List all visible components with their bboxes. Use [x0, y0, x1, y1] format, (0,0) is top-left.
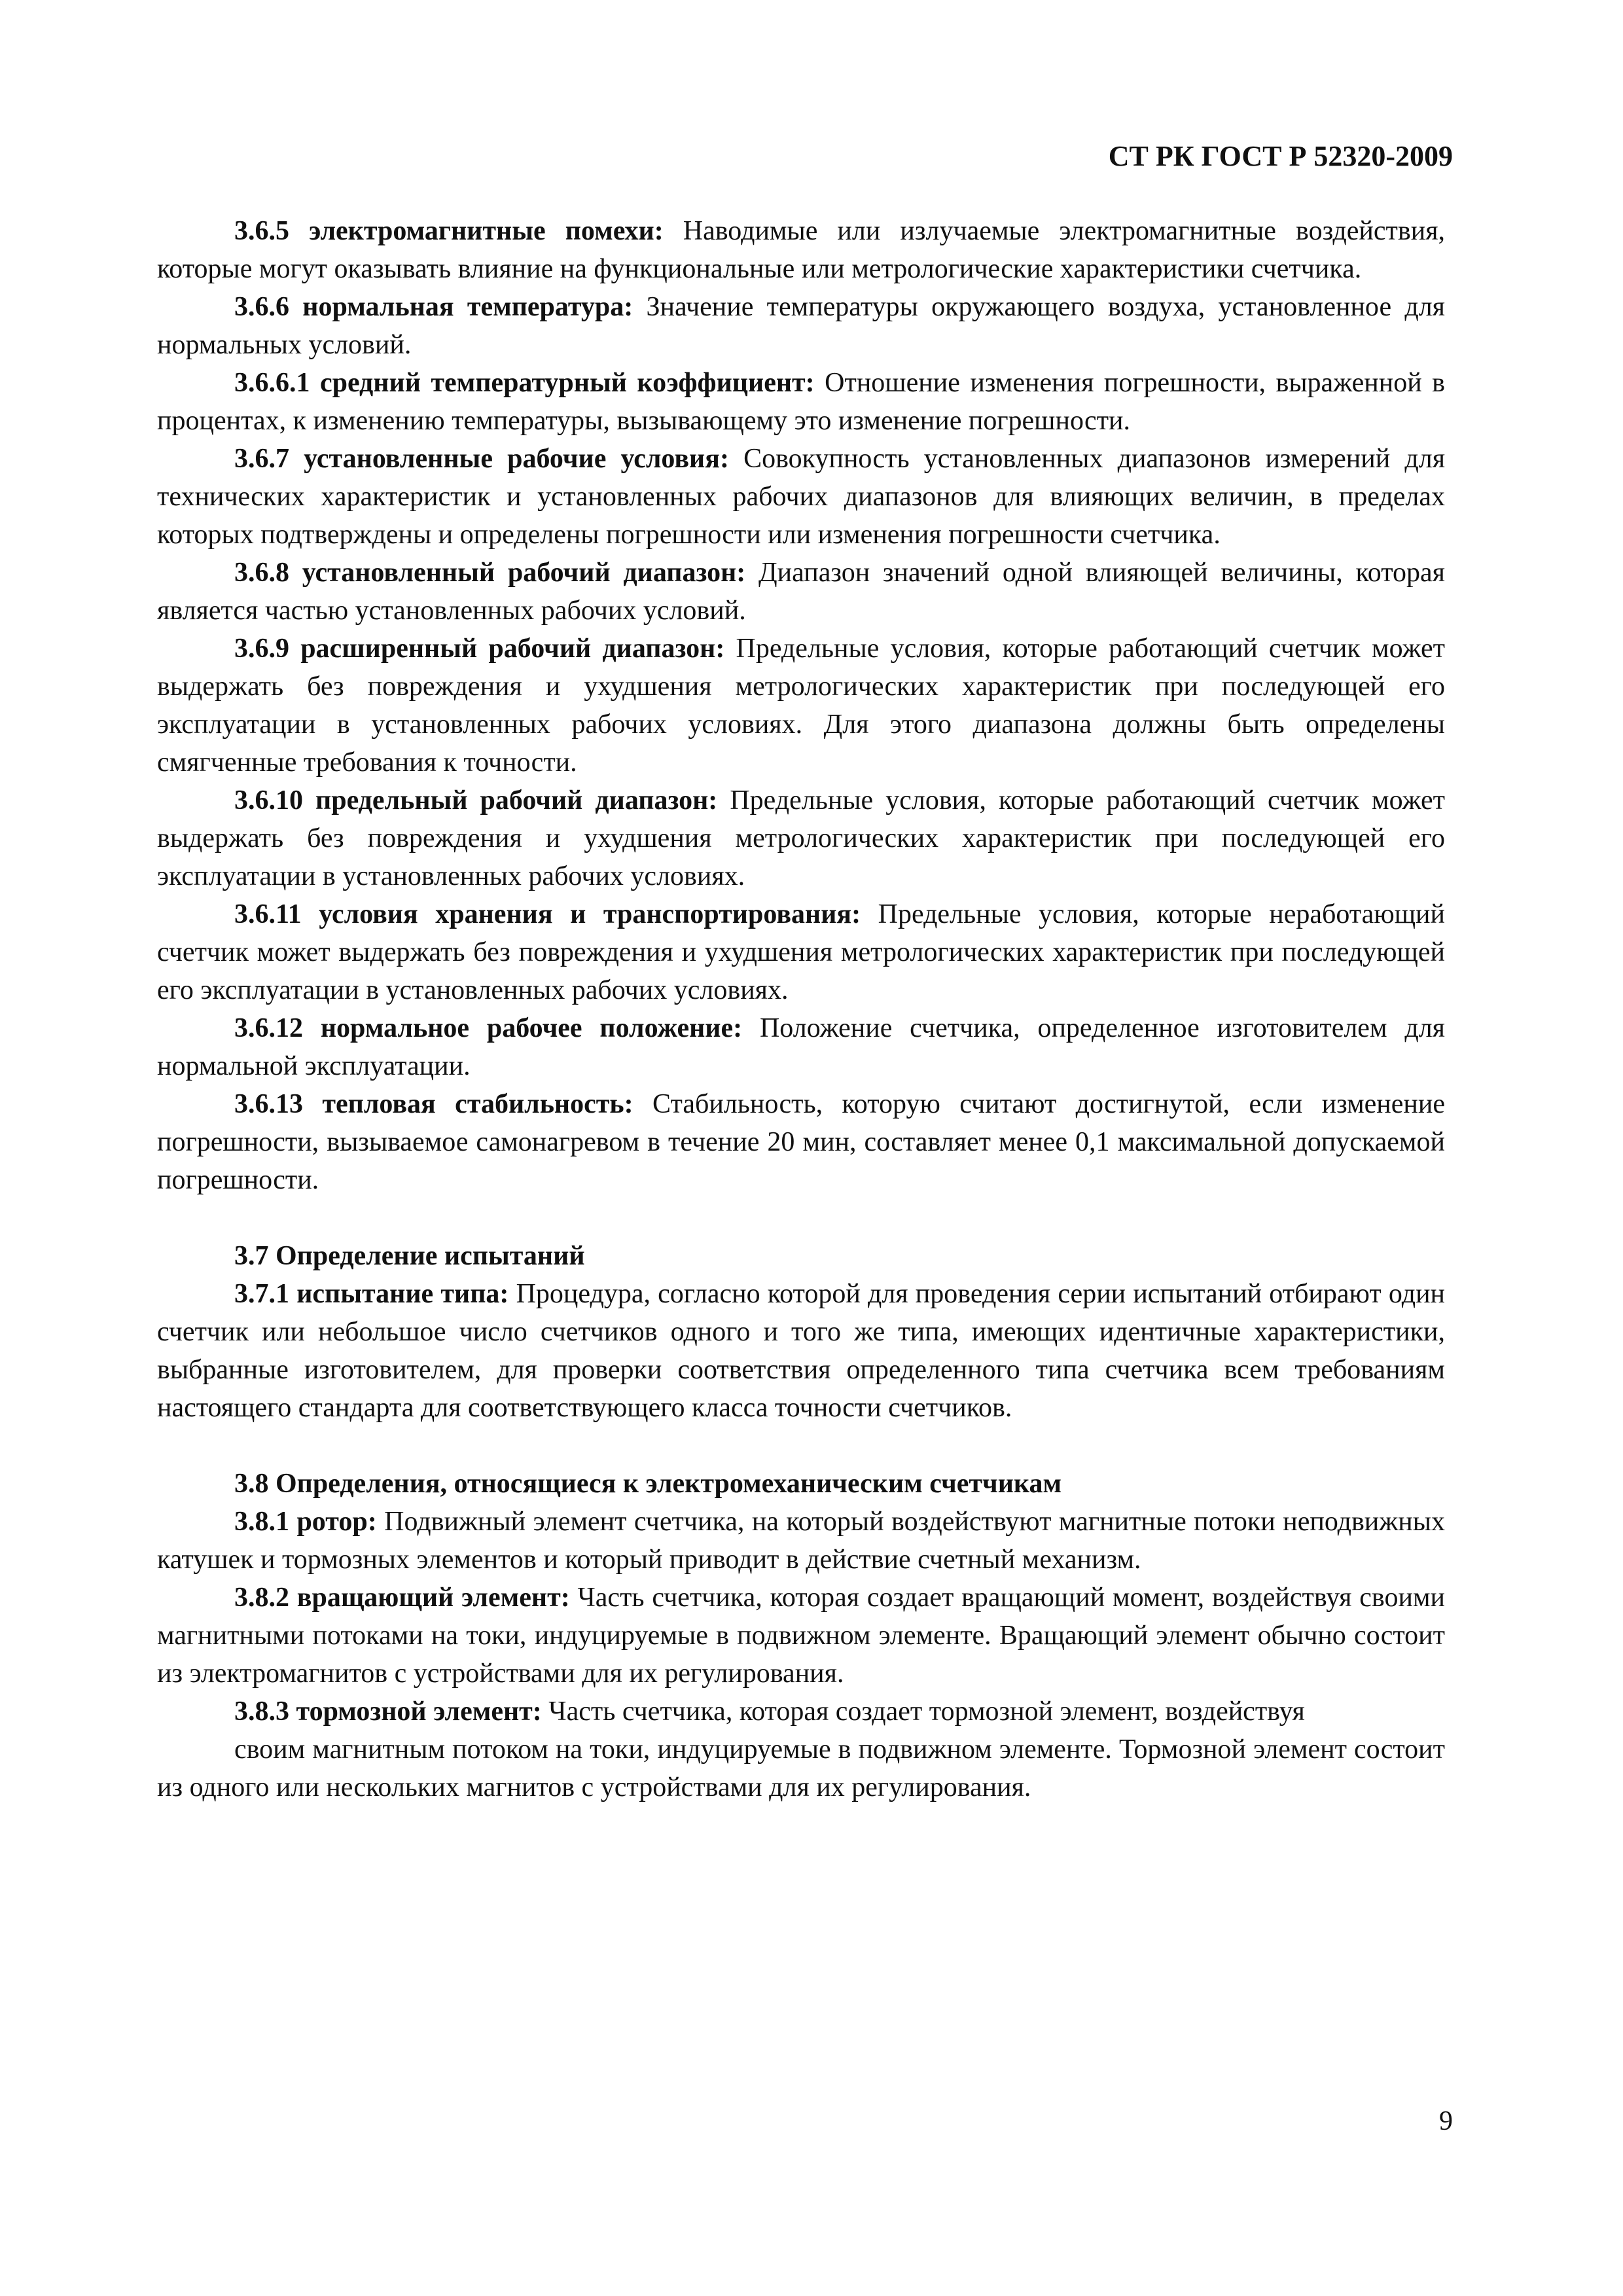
definition-number: 3.7.1 — [234, 1279, 289, 1309]
definition-term: установленный рабочий диапазон: — [302, 558, 746, 588]
definition-term: нормальное рабочее положение: — [320, 1013, 743, 1043]
definition-term: установленные рабочие условия: — [304, 444, 729, 474]
definition-text: Часть счетчика, которая создает тормозной элемент, воздействуя — [541, 1696, 1305, 1727]
definition-term: испытание типа: — [296, 1279, 509, 1309]
definition-number: 3.8.1 — [234, 1507, 289, 1537]
page-number: 9 — [1439, 2106, 1453, 2136]
definition-term: средний температурный коэффициент: — [319, 368, 815, 398]
definition-term: предельный рабочий диапазон: — [315, 785, 718, 816]
definition-number: 3.6.10 — [234, 785, 303, 816]
definition-text: Наводимые или излучаемые электромагнитные воздействия, которые могут оказывать влияние на функциональные или метрологические характеристики счетчика. — [157, 216, 1446, 284]
definition-3-6-12 — [157, 1009, 1445, 1085]
definition-term: электромагнитные помехи: — [309, 216, 664, 246]
definition-term: тепловая стабильность: — [322, 1089, 633, 1119]
definition-text: Диапазон значений одной влияющей величины, которая является частью установленных рабочих условий. — [157, 558, 1445, 626]
definition-term: нормальная температура: — [302, 292, 633, 322]
definition-3-8-3-continuation — [157, 1731, 1445, 1806]
definition-number: 3.6.13 — [234, 1089, 303, 1119]
definition-3-6-10 — [157, 781, 1445, 895]
definition-text: Положение счетчика, определенное изготовителем для нормальной эксплуатации. — [157, 1013, 1446, 1081]
section-heading-3-8: 3.8 Определения, относящиеся к электромеханическим счетчикам — [234, 1469, 1062, 1499]
continuation-text: своим магнитным потоком на токи, индуцируемые в подвижном элементе. — [234, 1734, 1112, 1765]
definition-number: 3.8.3 — [234, 1696, 289, 1727]
section-heading-3-7: 3.7 Определение испытаний — [234, 1241, 585, 1271]
definition-3-6-6 — [157, 288, 1445, 364]
definition-3-6-5 — [157, 212, 1445, 288]
definition-term: условия хранения и транспортирования: — [319, 899, 861, 929]
definition-number: 3.6.7 — [234, 444, 289, 474]
definition-number: 3.6.8 — [234, 558, 289, 588]
definition-number: 3.6.11 — [234, 899, 302, 929]
definition-3-7-1 — [157, 1275, 1445, 1427]
definition-text: Предельные условия, которые работающий счетчик может выдержать без повреждения и ухудшения метрологических характеристик при последующей его эксплуатации в установленных рабочих условиях. Для этого диапазона должны быть определены смягченные требования к точности. — [157, 634, 1445, 778]
definition-text: Процедура, согласно которой для проведения серии испытаний отбирают один счетчик или небольшое число счетчиков одного и того же типа, имеющих идентичные характеристики, выбранные изготовителем, для проверки соответствия определенного типа счетчика всем требованиям настоящего стандарта для соответствующего класса точности счетчиков. — [157, 1279, 1446, 1423]
definition-3-6-6-1 — [157, 364, 1445, 440]
continuation-text: Тормозной элемент состоит из одного или нескольких магнитов с устройствами для их регулирования. — [157, 1734, 1446, 1803]
definition-3-6-11 — [157, 895, 1445, 1009]
document-code-header: СТ РК ГОСТ Р 52320-2009 — [1108, 140, 1453, 172]
definition-term: вращающий элемент: — [296, 1583, 570, 1613]
definition-number: 3.6.6 — [234, 292, 289, 322]
definition-term: расширенный рабочий диапазон: — [300, 634, 725, 664]
definition-3-8-3 — [157, 1693, 1445, 1731]
definition-3-6-8 — [157, 554, 1445, 630]
definition-text: Подвижный элемент счетчика, на который воздействуют магнитные потоки неподвижных катушек и тормозных элементов и который приводит в действие счетный механизм. — [157, 1507, 1445, 1575]
definition-number: 3.6.12 — [234, 1013, 303, 1043]
definition-text: Совокупность установленных диапазонов измерений для технических характеристик и установленных рабочих диапазонов для влияющих величин, в пределах которых подтверждены и определены погрешности или изменения погрешности счетчика. — [157, 444, 1446, 550]
definition-number: 3.6.9 — [234, 634, 289, 664]
definition-3-6-9 — [157, 630, 1445, 781]
definition-term: тормозной элемент: — [296, 1696, 542, 1727]
definition-term: ротор: — [296, 1507, 377, 1537]
definition-3-6-13 — [157, 1085, 1445, 1199]
definition-text: Предельные условия, которые работающий счетчик может выдержать без повреждения и ухудшения метрологических характеристик при последующей его эксплуатации в установленных рабочих условиях. — [157, 785, 1445, 891]
definition-text: Отношение изменения погрешности, выраженной в процентах, к изменению температуры, вызывающему это изменение погрешности. — [157, 368, 1446, 436]
document-body — [157, 212, 1445, 1806]
definition-number: 3.6.5 — [234, 216, 289, 246]
definition-text: Стабильность, которую считают достигнутой, если изменение погрешности, вызываемое самонагревом в течение 20 мин, составляет менее 0,1 максимальной допускаемой погрешности. — [157, 1089, 1445, 1195]
definition-number: 3.8.2 — [234, 1583, 289, 1613]
definition-text: Часть счетчика, которая создает вращающий момент, воздействуя своими магнитными потоками на токи, индуцируемые в подвижном элементе. Вращающий элемент обычно состоит из электромагнитов с устройствами для их регулирования. — [157, 1583, 1445, 1689]
definition-number: 3.6.6.1 — [234, 368, 310, 398]
definition-3-8-1 — [157, 1503, 1445, 1579]
definition-text: Предельные условия, которые неработающий счетчик может выдержать без повреждения и ухудшения метрологических характеристик при последующей его эксплуатации в установленных рабочих условиях. — [157, 899, 1445, 1005]
definition-text: Значение температуры окружающего воздуха, установленное для нормальных условий. — [157, 292, 1445, 360]
definition-3-8-2 — [157, 1579, 1445, 1693]
definition-3-6-7 — [157, 440, 1445, 554]
